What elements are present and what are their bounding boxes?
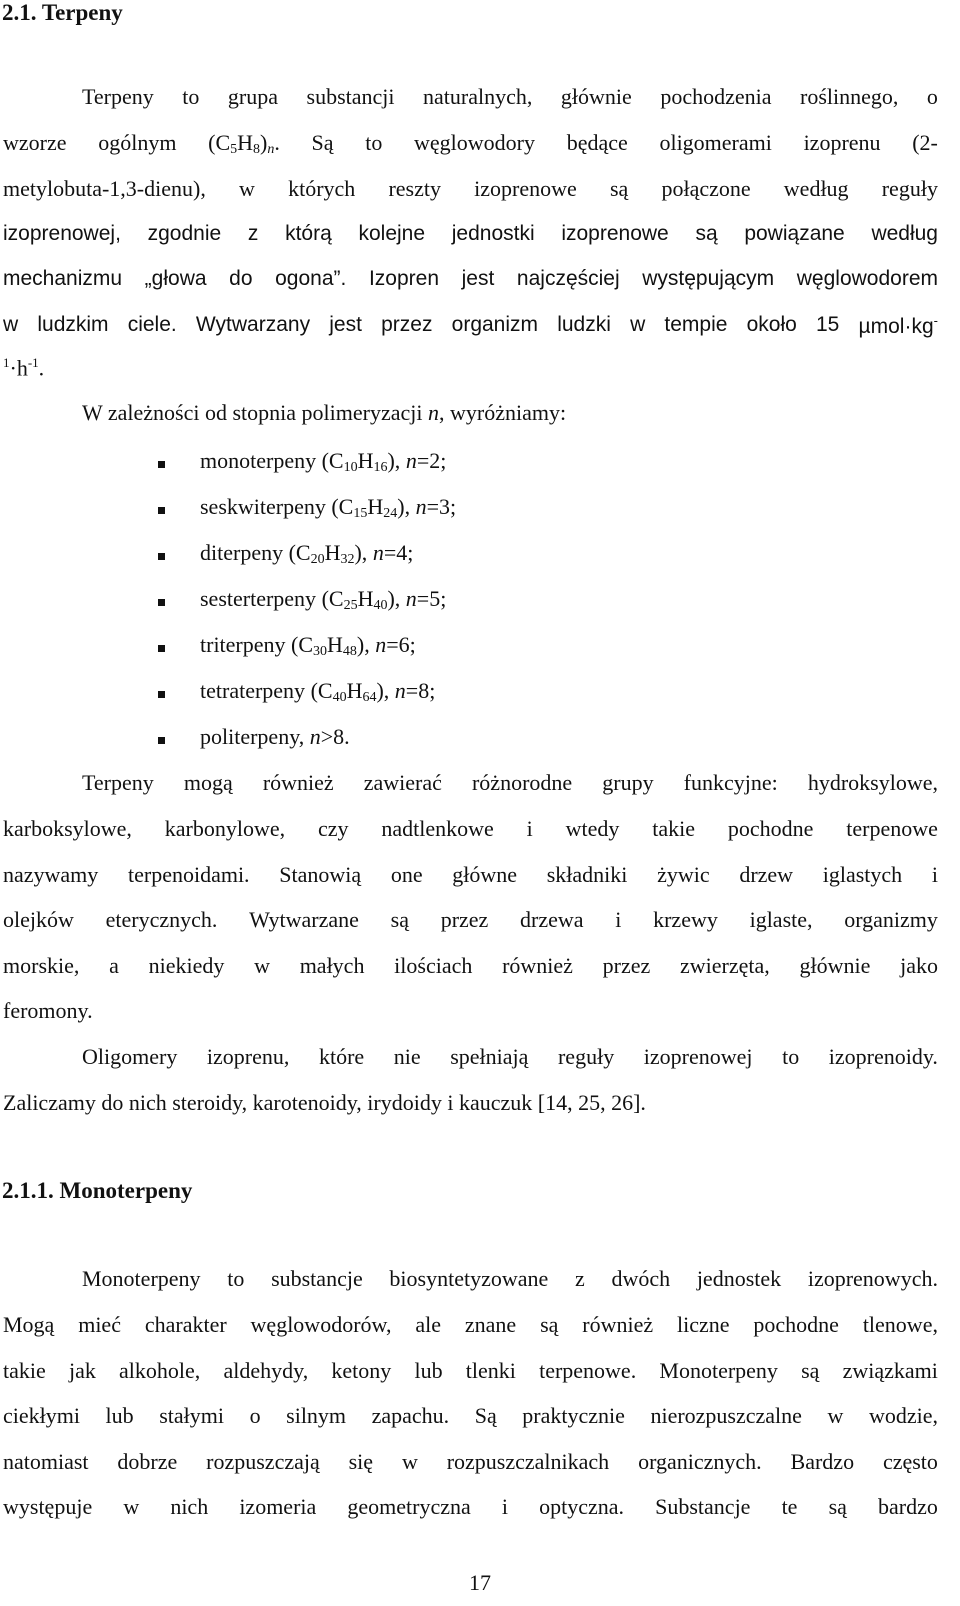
word: Terpeny [82,770,154,795]
word: różnorodne [471,770,573,795]
p4-line-5 [3,1449,938,1475]
word: jest [461,267,495,290]
bullet-marker [158,599,165,606]
word: a [109,953,119,978]
word: karbonylowe, [164,816,286,841]
word: Izopren [368,267,440,290]
list-item: triterpeny $(C_{30}H_{48})$, n=6; [200,632,416,659]
word: pochodzenia [660,84,772,109]
word: często [882,1449,938,1474]
word: którą [285,222,332,245]
word: również [502,953,573,978]
word: mechanizmu [3,267,123,290]
word: są [540,1312,559,1337]
word: zgodnie [147,222,222,245]
word: nierozpuszczalne [650,1403,802,1428]
list-item: seskwiterpeny $(C_{15}H_{24})$, n=3; [200,494,457,521]
word: izoprenowe [474,176,577,201]
p3-line-2: Zaliczamy do nich steroidy, karotenoidy, irydoidy i kauczuk [14, 25, 26]. [3,1090,646,1115]
page-number: 17 [469,1570,491,1595]
word: tlenowe, [862,1312,938,1337]
bullet-marker [158,553,165,560]
word: liczne [677,1312,730,1337]
word: ogona”. [275,267,347,290]
word: jako [900,953,938,978]
word: w [123,1494,140,1519]
word: kolejne [358,222,426,245]
p4-line-1 [82,1266,938,1292]
word: niekiedy [148,953,225,978]
word: zawierać [363,770,442,795]
word: lub [414,1358,443,1383]
word: związkami [842,1358,938,1383]
word: głównie [560,84,632,109]
word: silnym [286,1403,347,1428]
word: według [871,222,938,245]
word: biosyntetyzowane [389,1266,549,1291]
p1-l2-word: oligomerami [659,130,772,155]
word: reguły [881,176,938,201]
word: olejków [3,907,74,932]
list-item: diterpeny $(C_{20}H_{32})$, n=4; [200,540,414,567]
word: rozpuszczają [206,1449,320,1474]
word: optyczna. [539,1494,625,1519]
word: wodzie, [868,1403,938,1428]
p1-l2-word: będące [566,130,628,155]
word: Monoterpeny [82,1266,201,1291]
p1-l2-word: ogólnym [98,130,177,155]
word: według [783,176,849,201]
list-item: tetraterpeny $(C_{40}H_{64})$, n=8; [200,678,436,705]
word: połączone [661,176,751,201]
word: Stanowią [279,862,362,887]
word: izomeria [239,1494,317,1519]
word: również [582,1312,654,1337]
word: terpenowe [846,816,938,841]
word: mogą [183,770,233,795]
word: takie [3,1358,46,1383]
p1-line-7: $^1\cdot h^{-1}$. [3,355,45,381]
word: ciekłymi [3,1403,80,1428]
bullet-marker [158,737,165,744]
word: one [390,862,423,887]
word: o [926,84,938,109]
word: izoprenu, [206,1044,290,1069]
word: wtedy [565,816,620,841]
p4-line-3 [3,1358,938,1384]
word: geometryczna [347,1494,471,1519]
word: naturalnych, [423,84,533,109]
word: nadtlenkowe [381,816,494,841]
word: ilościach [394,953,473,978]
word: nie [393,1044,421,1069]
word: i [501,1494,508,1519]
word: dwóch [611,1266,671,1291]
p1-l2-word: węglowodory [414,130,536,155]
p3-line-1 [82,1044,938,1070]
p1-line-4 [3,222,938,246]
word: przez [440,907,489,932]
unit-umol-kg: µmol·kg- [858,313,938,338]
word: których [288,176,356,201]
word: izoprenowej, [3,222,121,245]
word: to [782,1044,800,1069]
list-item: monoterpeny $(C_{10}H_{16})$, n=2; [200,448,447,475]
word: zapachu. [371,1403,450,1428]
word: z [247,222,259,245]
p2-line-3 [3,862,938,888]
word: małych [299,953,365,978]
word: Substancje [655,1494,751,1519]
word: również [262,770,334,795]
word: eterycznych. [105,907,218,932]
p1-l2-word: wzorze [3,130,67,155]
word: charakter [144,1312,227,1337]
p4-line-2 [3,1312,938,1338]
p2-line-2 [3,816,938,842]
word: drzew [739,862,794,887]
word: funkcyjne: [683,770,778,795]
word: substancje [271,1266,363,1291]
p1-line-6: w ludzkim ciele. Wytwarzany jest przez organizm ludzki w tempie około 15 µmol·kg- [3,313,938,338]
word: roślinnego, [800,84,899,109]
word: krzewy [653,907,718,932]
word: które [318,1044,365,1069]
word: z [574,1266,585,1291]
bullet-marker [158,507,165,514]
word: spełniają [450,1044,529,1069]
list-item: sesterterpeny $(C_{25}H_{40})$, n=5; [200,586,447,613]
word: i [615,907,622,932]
p1-line-1 [82,84,938,110]
word: organicznych. [638,1449,762,1474]
word: się [348,1449,374,1474]
word: terpenowe. [539,1358,637,1383]
word: przez [602,953,651,978]
p4-line-4 [3,1403,938,1429]
word: reszty [388,176,441,201]
word: te [781,1494,798,1519]
word: izoprenoidy. [828,1044,938,1069]
p1-l2-word: Są [311,130,334,155]
word: węglowodorów, [250,1312,392,1337]
word: drzewa [520,907,584,932]
word: ketony [331,1358,392,1383]
word: składniki [546,862,628,887]
word: są [609,176,629,201]
word: to [227,1266,245,1291]
word: żywic [657,862,710,887]
word: grupa [227,84,279,109]
word: i [526,816,533,841]
p1-l2-word: to [365,130,383,155]
word: rozpuszczalnikach [446,1449,610,1474]
p2-line-4 [3,907,938,933]
word: karboksylowe, [3,816,132,841]
word: w [827,1403,844,1428]
word: są [828,1494,847,1519]
p1-line-3 [3,176,938,202]
p4-line-6 [3,1494,938,1520]
p2-line-1 [82,770,938,796]
word: izoprenowej [643,1044,753,1069]
word: w [239,176,255,201]
word: Monoterpeny [659,1358,778,1383]
word: bardzo [878,1494,938,1519]
word: są [801,1358,820,1383]
word: są [695,222,718,245]
word: iglaste, [749,907,813,932]
p2-line-6: feromony. [3,998,93,1023]
formula-c5h8n: $(C_5H_8)_n$. [208,130,280,157]
word: jak [68,1358,96,1383]
word: znane [464,1312,517,1337]
word: ale [415,1312,442,1337]
p1-line-2 [3,130,938,158]
word: jednostki [451,222,535,245]
word: metylobuta-1,3-dienu), [3,176,206,201]
word: o [249,1403,261,1428]
word: terpenoidami. [127,862,250,887]
word: substancji [306,84,395,109]
word: morskie, [3,953,80,978]
word: organizmy [844,907,938,932]
word: izoprenowe [561,222,669,245]
word: do [229,267,253,290]
word: reguły [557,1044,615,1069]
word: natomiast [3,1449,89,1474]
word: w [254,953,270,978]
subsection-title: 2.1.1. Monoterpeny [2,1178,193,1203]
p1-l2-word: (2- [912,130,938,155]
word: mieć [78,1312,121,1337]
word: czy [318,816,349,841]
word: stałymi [159,1403,225,1428]
word: nich [170,1494,209,1519]
word: aldehydy, [223,1358,309,1383]
word: występującym [642,267,775,290]
word: nazywamy [3,862,99,887]
word: praktycznie [522,1403,625,1428]
word: główne [452,862,518,887]
word: jednostek [696,1266,782,1291]
word: Są [474,1403,497,1428]
list-item: politerpeny, n>8. [200,724,350,749]
word: lub [105,1403,134,1428]
word: Mogą [3,1312,55,1337]
word: iglastych [822,862,903,887]
word: Bardzo [790,1449,855,1474]
word: dobrze [117,1449,178,1474]
word: powiązane [744,222,845,245]
word: są [390,907,409,932]
bullet-marker [158,645,165,652]
p1-line-5 [3,267,938,291]
word: Terpeny [82,84,154,109]
bullet-marker [158,461,165,468]
bullet-marker [158,691,165,698]
word: hydroksylowe, [807,770,938,795]
p2-line-5 [3,953,938,979]
word: głównie [799,953,871,978]
word: takie [652,816,696,841]
word: występuje [3,1494,93,1519]
word: Wytwarzane [249,907,359,932]
word: pochodne [727,816,814,841]
word: tlenki [465,1358,516,1383]
word: „głowa [144,267,207,290]
list-intro: W zależności od stopnia polimeryzacji n, wyróżniamy: [82,400,567,425]
word: zwierzęta, [680,953,770,978]
word: Oligomery [82,1044,178,1069]
word: izoprenowych. [807,1266,938,1291]
word: i [931,862,938,887]
word: pochodne [753,1312,839,1337]
word: węglowodorem [796,267,938,290]
section-title: 2.1. Terpeny [2,0,123,25]
word: w [401,1449,418,1474]
p1-l2-word: izoprenu [803,130,881,155]
word: alkohole, [119,1358,201,1383]
word: to [182,84,200,109]
word: grupy [602,770,654,795]
word: najczęściej [516,267,620,290]
